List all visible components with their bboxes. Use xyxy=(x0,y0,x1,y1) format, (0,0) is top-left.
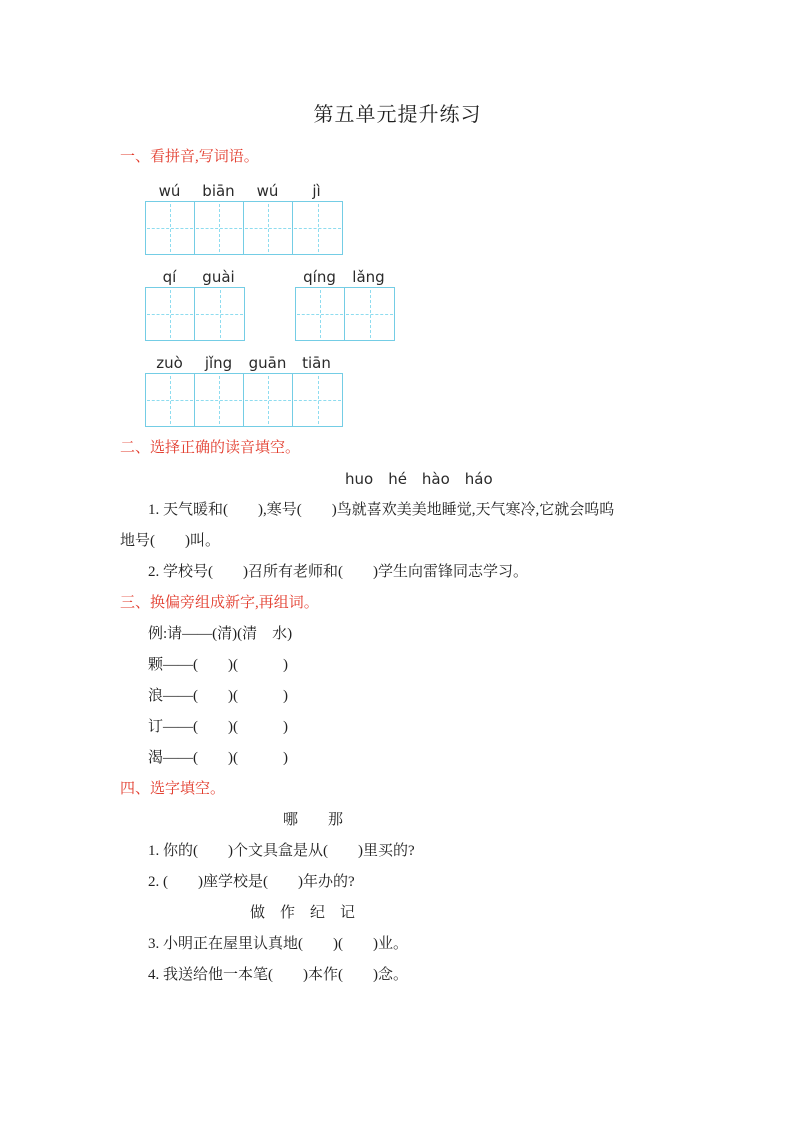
pinyin-syllable: guài xyxy=(202,268,235,286)
pinyin-syllable: biān xyxy=(202,182,235,200)
writing-cell xyxy=(146,374,195,426)
writing-cell xyxy=(244,374,293,426)
section-3-heading: 三、换偏旁组成新字,再组词。 xyxy=(120,595,319,611)
pinyin-syllable: qíng xyxy=(303,268,336,286)
pinyin-syllable: zuò xyxy=(156,354,183,372)
writing-grid xyxy=(145,287,245,341)
pinyin-syllable: qí xyxy=(162,268,177,286)
writing-grid xyxy=(145,373,343,427)
writing-grid xyxy=(145,201,343,255)
pinyin-syllable: jǐng xyxy=(204,354,233,372)
question-line: 2. 学校号( )召所有老师和( )学生向雷锋同志学习。 xyxy=(148,564,528,580)
pronunciation-options: huo hé hào háo xyxy=(345,470,493,488)
section-radicals xyxy=(120,588,675,774)
writing-grid xyxy=(295,287,395,341)
writing-cell xyxy=(293,202,342,254)
writing-cell xyxy=(195,374,244,426)
pinyin-syllable: jì xyxy=(312,182,321,200)
question-line: 2. ( )座学校是( )年办的? xyxy=(148,874,355,890)
writing-cell xyxy=(146,288,195,340)
question-line: 1. 天气暖和( ),寒号( )鸟就喜欢美美地睡觉,天气寒冷,它就会呜呜 xyxy=(148,502,615,518)
pinyin-gap xyxy=(243,267,295,287)
question-line: 1. 你的( )个文具盒是从( )里买的? xyxy=(148,843,415,859)
pinyin-syllable: lǎng xyxy=(352,268,385,286)
writing-grid-row-3 xyxy=(145,373,675,427)
radical-item: 订——( )( ) xyxy=(148,719,288,735)
writing-cell xyxy=(345,288,394,340)
pinyin-row-3 xyxy=(145,353,675,373)
section-pronunciation xyxy=(120,433,675,588)
character-options-1: 哪 那 xyxy=(283,812,344,828)
writing-cell xyxy=(195,288,244,340)
question-line: 4. 我送给他一本笔( )本作( )念。 xyxy=(148,967,408,983)
radical-item: 渴——( )( ) xyxy=(148,750,288,766)
page-title: 第五单元提升练习 xyxy=(313,104,482,126)
pinyin-row-2 xyxy=(145,267,675,287)
section-4-heading: 四、选字填空。 xyxy=(120,781,226,797)
question-line-continuation: 地号( )叫。 xyxy=(120,533,220,549)
question-line: 3. 小明正在屋里认真地( )( )业。 xyxy=(148,936,408,952)
writing-cell xyxy=(296,288,345,340)
pinyin-syllable: guān xyxy=(248,354,287,372)
writing-cell xyxy=(146,202,195,254)
radical-item: 浪——( )( ) xyxy=(148,688,288,704)
writing-cell xyxy=(195,202,244,254)
writing-grid-row-2 xyxy=(145,287,675,341)
section-pinyin-writing xyxy=(120,142,675,427)
radical-item: 颗——( )( ) xyxy=(148,657,288,673)
pinyin-syllable: tiān xyxy=(302,354,331,372)
writing-grid-row-1 xyxy=(145,201,675,255)
writing-cell xyxy=(293,374,342,426)
pinyin-syllable: wú xyxy=(158,182,181,200)
section-choose-character xyxy=(120,774,675,991)
writing-cell xyxy=(244,202,293,254)
pinyin-syllable: wú xyxy=(256,182,279,200)
radical-example: 例:请——(清)(清 水) xyxy=(148,626,293,642)
pinyin-row-1 xyxy=(145,181,675,201)
character-options-2: 做 作 纪 记 xyxy=(250,905,356,921)
section-1-heading: 一、看拼音,写词语。 xyxy=(120,149,259,165)
section-2-heading: 二、选择正确的读音填空。 xyxy=(120,440,301,456)
